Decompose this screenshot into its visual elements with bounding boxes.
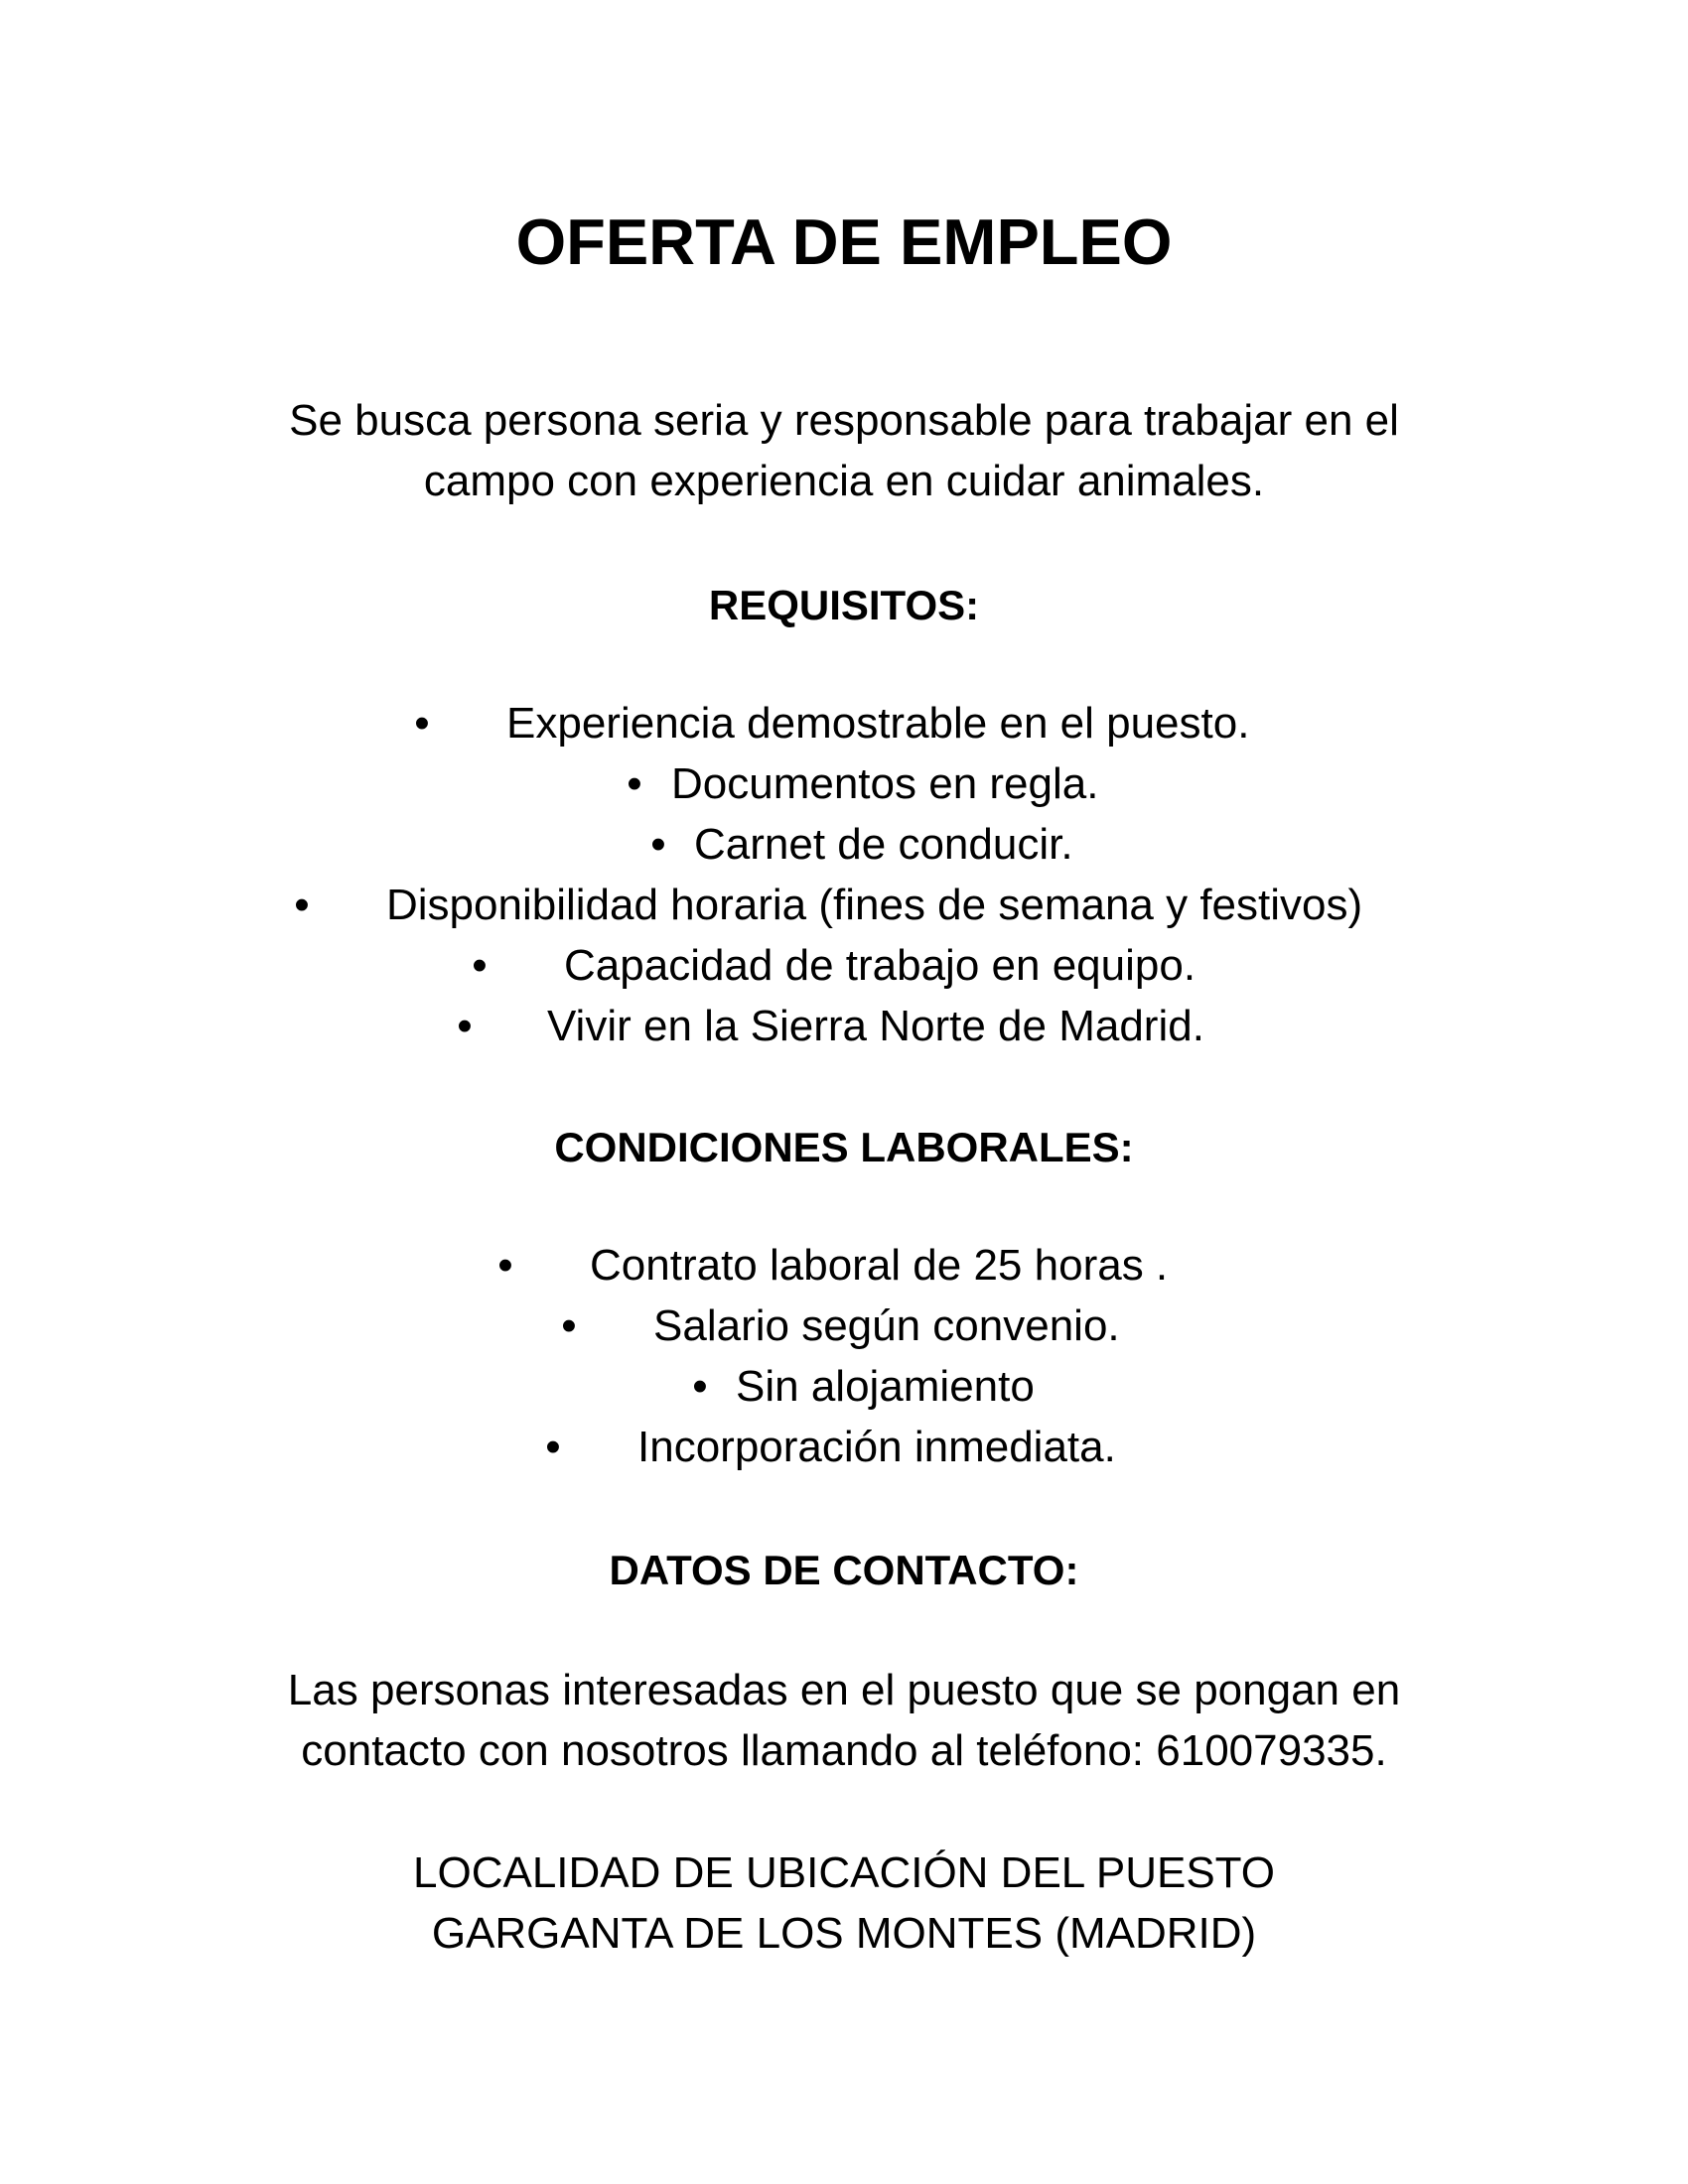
condition-text: Contrato laboral de 25 horas . xyxy=(590,1241,1169,1290)
bullet-icon: • xyxy=(457,1002,473,1050)
bullet-icon: • xyxy=(414,699,430,748)
requirement-item xyxy=(0,693,1688,753)
bullet-icon: • xyxy=(561,1301,577,1350)
requirements-heading: REQUISITOS: xyxy=(708,582,980,628)
requirement-item xyxy=(0,875,1688,935)
requirement-item xyxy=(0,935,1688,996)
condition-text: Sin alojamiento xyxy=(736,1362,1035,1411)
bullet-icon: • xyxy=(472,941,488,990)
condition-item xyxy=(0,1356,1688,1417)
bullet-icon: • xyxy=(497,1241,513,1290)
bullet-icon: • xyxy=(545,1423,561,1471)
bullet-icon: • xyxy=(650,820,666,869)
condition-item xyxy=(0,1417,1688,1477)
requirement-text: Documentos en regla. xyxy=(671,759,1099,808)
requirement-text: Carnet de conducir. xyxy=(694,820,1073,869)
bullet-icon: • xyxy=(627,759,642,808)
location-line-2: GARGANTA DE LOS MONTES (MADRID) xyxy=(431,1909,1257,1958)
condition-text: Incorporación inmediata. xyxy=(637,1423,1116,1471)
requirement-text: Capacidad de trabajo en equipo. xyxy=(564,941,1196,990)
contact-line-2: contacto con nosotros llamando al teléfono: 610079335. xyxy=(301,1726,1387,1775)
intro-line-1: Se busca persona seria y responsable para trabajar en el xyxy=(289,396,1399,445)
requirement-text: Disponibilidad horaria (fines de semana y festivos) xyxy=(386,881,1363,929)
requirement-item xyxy=(0,996,1688,1056)
requirement-text: Vivir en la Sierra Norte de Madrid. xyxy=(547,1002,1204,1050)
contact-heading: DATOS DE CONTACTO: xyxy=(609,1547,1079,1593)
requirement-item xyxy=(0,814,1688,875)
condition-item xyxy=(0,1296,1688,1356)
intro-line-2: campo con experiencia en cuidar animales. xyxy=(423,457,1265,505)
page-title: OFERTA DE EMPLEO xyxy=(515,205,1173,278)
contact-line-1: Las personas interesadas en el puesto que se pongan en xyxy=(287,1666,1401,1714)
condition-item xyxy=(0,1235,1688,1296)
conditions-heading: CONDICIONES LABORALES: xyxy=(554,1124,1134,1170)
condition-text: Salario según convenio. xyxy=(653,1301,1120,1350)
bullet-icon: • xyxy=(294,881,310,929)
requirement-text: Experiencia demostrable en el puesto. xyxy=(506,699,1250,748)
requirement-item xyxy=(0,753,1688,814)
bullet-icon: • xyxy=(692,1362,708,1411)
location-line-1: LOCALIDAD DE UBICACIÓN DEL PUESTO xyxy=(413,1848,1275,1897)
